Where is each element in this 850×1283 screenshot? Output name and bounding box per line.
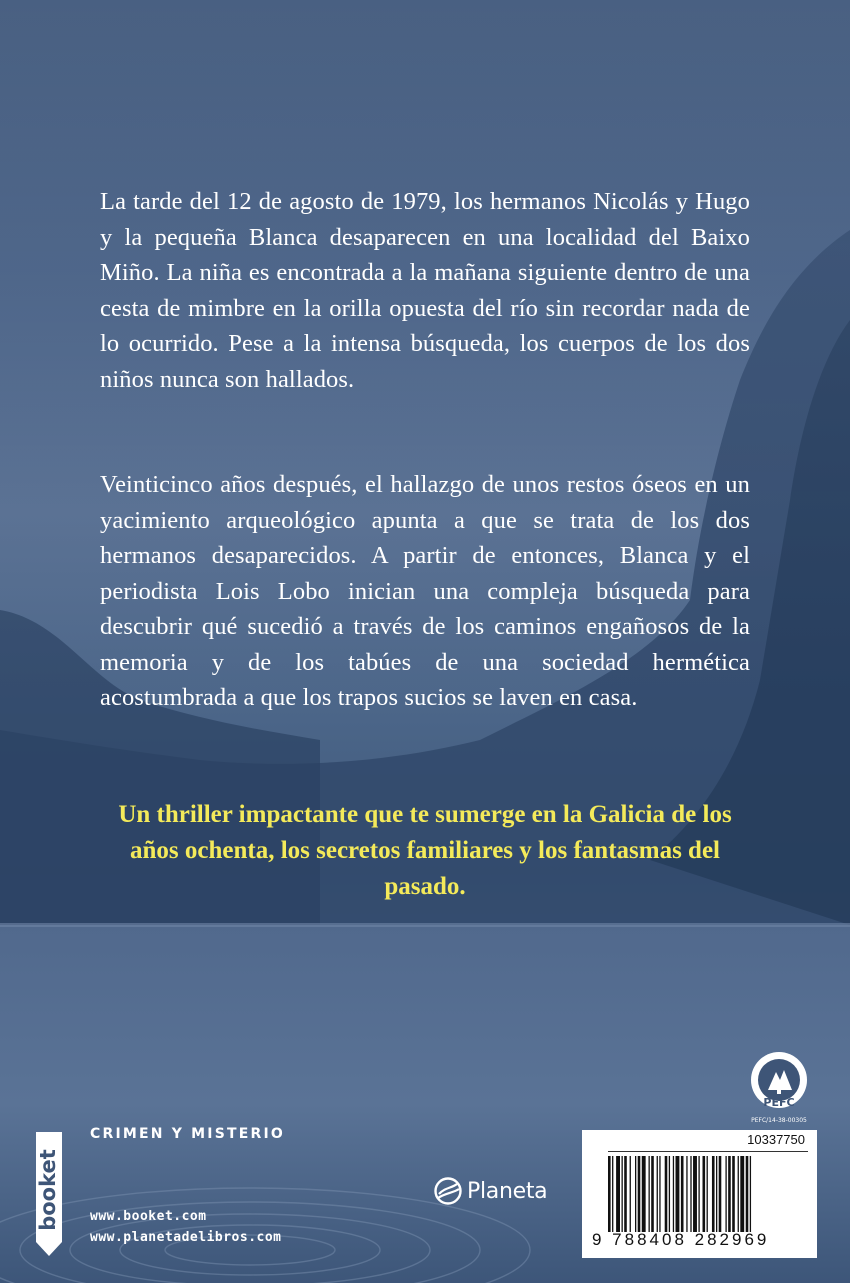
isbn-digits: 9 788408 282969 [592, 1230, 770, 1249]
website-planetadelibros[interactable]: www.planetadelibros.com [90, 1230, 282, 1245]
barcode-panel [582, 1130, 817, 1258]
collection-label: CRIMEN Y MISTERIO [90, 1126, 285, 1142]
pefc-logo-text: PEFC [763, 1096, 795, 1109]
booket-logo-text: booket [36, 1149, 60, 1231]
synopsis-paragraph-1: La tarde del 12 de agosto de 1979, los hermanos Nicolás y Hugo y la pequeña Blanca desaparecen en una localidad del Baixo Miño. La niña es encontrada a la mañana siguiente dentro de una cesta de mimbre en la orilla opuesta del río sin recordar nada de lo ocurrido. Pese a la intensa búsqueda, los cuerpos de los dos niños nunca son hallados. [100, 188, 750, 393]
pefc-tree-icon [746, 1050, 812, 1120]
internal-code: 10337750 [747, 1132, 805, 1147]
booket-logo-icon [30, 1130, 68, 1258]
barcode-icon [606, 1156, 810, 1232]
barcode-divider [608, 1151, 808, 1152]
planeta-logo [433, 1174, 547, 1208]
website-booket[interactable]: www.booket.com [90, 1209, 207, 1224]
planeta-logo-text: Planeta [467, 1178, 548, 1204]
pefc-certificate-code: PEFC/14-38-00305 [751, 1117, 807, 1124]
tagline: Un thriller impactante que te sumerge en la Galicia de los años ochenta, los secretos familiares y los fantasmas del pasado. [118, 801, 732, 900]
planeta-globe-icon [433, 1176, 463, 1206]
synopsis-paragraph-2: Veinticinco años después, el hallazgo de unos restos óseos en un yacimiento arqueológico apunta a que se trata de los dos hermanos desaparecidos. A partir de entonces, Blanca y el periodista Lois Lobo inician una compleja búsqueda para descubrir qué sucedió a través de los caminos engañosos de la memoria y de los tabúes de una sociedad hermética acostumbrada a que los trapos sucios se laven en casa. [100, 471, 750, 711]
